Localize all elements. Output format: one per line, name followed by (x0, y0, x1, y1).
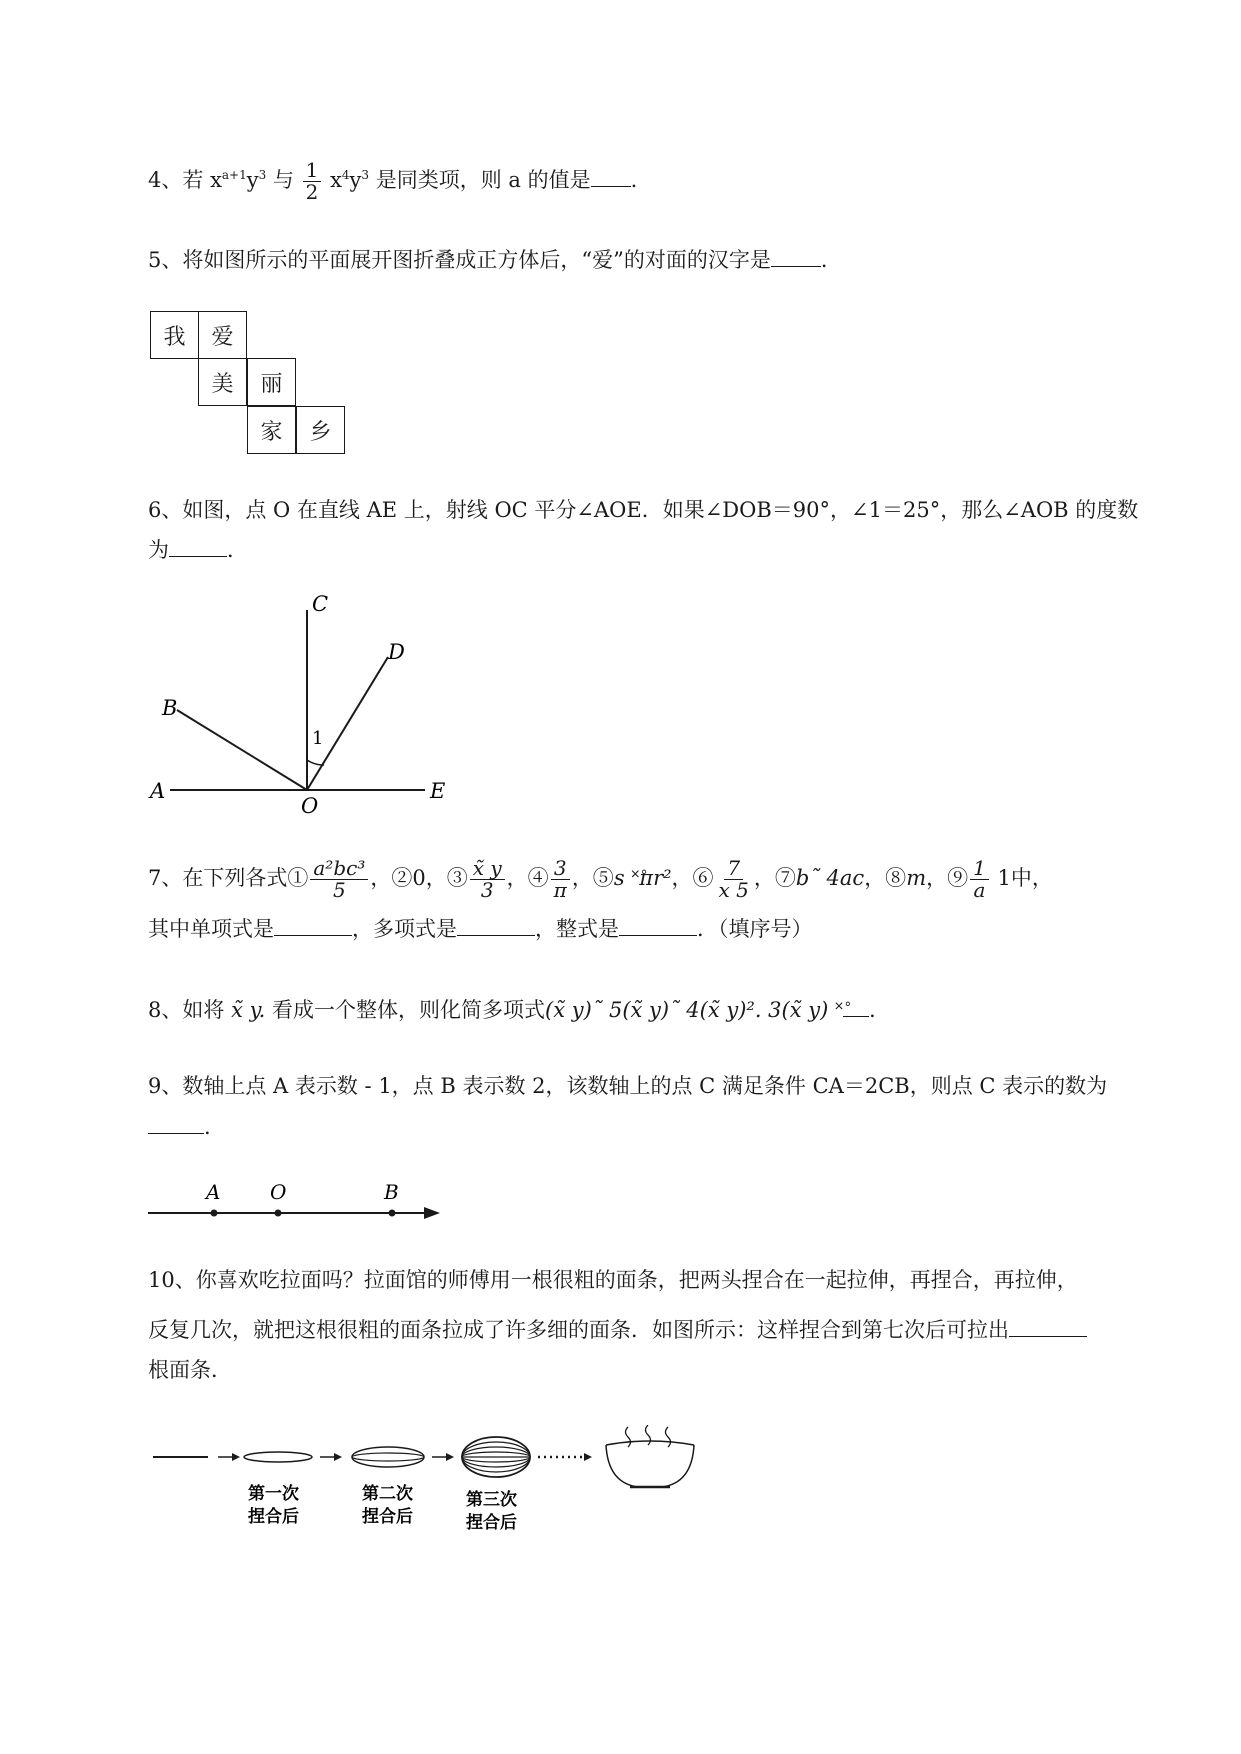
q8-answer-blank[interactable] (843, 998, 869, 1017)
cube-cell-5: 家 (247, 406, 296, 454)
caption-1-line-2: 捏合后 (248, 1507, 299, 1527)
label-o: O (301, 794, 319, 815)
question-5: 5、将如图所示的平面展开图折叠成正方体后，“爱”的对面的汉字是 ． (148, 248, 842, 272)
q8-polynomial: (x̃ y)˜ 5(x̃ y)˜ 4(x̃ y)². 3(x̃ y) ˟̊ (545, 998, 843, 1022)
q10-answer-blank[interactable] (1009, 1318, 1087, 1337)
question-9-line-1: 9、数轴上点 A 表示数 - 1，点 B 表示数 2，该数轴上的点 C 满足条件 CA＝2CB，则点 C 表示的数为 (148, 1074, 1108, 1098)
q8-whole-expr: x̃ y. (231, 998, 266, 1022)
number-line-arrow (424, 1207, 440, 1219)
question-7-line-1: 7、在下列各式① $\frac{\text{a²bc³}}{5}$ ，②0，③ $\frac{x̃ y}{3}$ ，④ $\frac{3}{\pi}$ ，⑤s ˟̊πr²，⑥ $\frac{7}{x 5}$ ，⑦b˜ 4ac，⑧m，⑨ $\frac{1}{a}$ 1中， (148, 856, 1053, 902)
angle-diagram (140, 595, 460, 815)
q7-expr-1: $\frac{\text{a²bc³}}{5}$ (310, 858, 368, 901)
q7-expr-8: m (906, 866, 927, 890)
question-8: 8、如将 x̃ y. 看成一个整体，则化简多项式(x̃ y)˜ 5(x̃ y)˜ 4(x̃ y)². 3(x̃ y) ˟̊ . (148, 998, 876, 1022)
ray-ob (177, 710, 307, 790)
arrow-3-icon (446, 1453, 454, 1461)
noodle-stage-3 (462, 1437, 530, 1477)
caption-1-line-1: 第一次 (248, 1484, 299, 1504)
noodle-diagram (148, 1425, 708, 1550)
noodle-stage-1 (244, 1452, 312, 1462)
cube-cell-1: 我 (150, 311, 199, 359)
question-7-line-2: 其中单项式是 ，多项式是 ，整式是 ．（填序号） (148, 917, 813, 941)
point-a-dot (211, 1210, 218, 1217)
caption-3-line-2: 捏合后 (466, 1513, 517, 1533)
q7-monomial-blank[interactable] (274, 917, 352, 936)
point-b-dot (389, 1210, 396, 1217)
q7-expr-4: $\frac{3}{\pi}$ (551, 858, 570, 901)
caption-2-line-2: 捏合后 (362, 1507, 413, 1527)
label-point-a: A (206, 1180, 221, 1204)
number-line-diagram (140, 1175, 460, 1235)
arrow-2-icon (334, 1453, 342, 1461)
q7-polynomial-blank[interactable] (457, 917, 535, 936)
noodle-bowl-icon (606, 1425, 694, 1487)
label-point-b: B (384, 1180, 399, 1204)
cube-cell-2: 爱 (198, 311, 247, 359)
label-c: C (312, 595, 329, 616)
question-10-line-3: 根面条． (148, 1358, 232, 1382)
q4-fraction: $\frac{1}{2}$ (303, 160, 322, 203)
q7-expr-7: b˜ 4ac (795, 866, 865, 890)
caption-2-line-1: 第二次 (362, 1484, 413, 1504)
cube-cell-4: 丽 (247, 358, 296, 406)
angle-1-arc (307, 760, 324, 765)
question-6-line-1: 6、如图，点 O 在直线 AE 上，射线 OC 平分∠AOE．如果∠DOB＝90°，∠1＝25°，那么∠AOB 的度数 (148, 498, 1139, 522)
q7-integral-blank[interactable] (619, 917, 697, 936)
arrow-1-icon (232, 1453, 240, 1461)
noodle-stage-2 (352, 1447, 424, 1467)
q7-expr-3: $\frac{x̃ y}{3}$ (470, 858, 505, 901)
q4-number: 4、若 (148, 168, 204, 192)
caption-3-line-1: 第三次 (466, 1490, 517, 1510)
question-6-line-2: 为 ． (148, 538, 248, 562)
q9-answer-blank[interactable] (148, 1115, 204, 1134)
label-a: A (150, 779, 166, 803)
label-angle-1: 1 (312, 728, 324, 749)
point-o-dot (275, 1210, 282, 1217)
q7-expr-5: s ˟̊πr² (613, 866, 672, 890)
q6-answer-blank[interactable] (169, 538, 227, 557)
cube-cell-3: 美 (198, 358, 247, 406)
q7-expr-6: $\frac{7}{x 5}$ (718, 856, 749, 902)
q5-text: 5、将如图所示的平面展开图折叠成正方体后，“爱”的对面的汉字是 (148, 248, 771, 272)
question-9-line-2: . (148, 1115, 211, 1140)
arrow-4-icon (584, 1453, 592, 1461)
ray-od (307, 657, 388, 790)
q4-term2: $x^4y^3$ (330, 168, 370, 192)
cube-cell-6: 乡 (296, 406, 345, 454)
q4-answer-blank[interactable] (591, 168, 631, 187)
question-4: 4、若 $x^{a+1}y^3$ 与 $\frac{1}{2}$ $x^4y^3$ 是同类项，则 a 的值是 . (148, 158, 638, 204)
label-e: E (430, 779, 446, 803)
label-b: B (162, 696, 178, 720)
q4-term1: $x^{a+1}y^3$ (210, 168, 267, 192)
question-10-line-1: 10、你喜欢吃拉面吗？拉面馆的师傅用一根很粗的面条，把两头捏合在一起拉伸，再捏合，再拉伸， (148, 1268, 1078, 1292)
question-10-line-2: 反复几次，就把这根很粗的面条拉成了许多细的面条．如图所示：这样捏合到第七次后可拉出 (148, 1318, 1087, 1343)
q4-tail: 是同类项，则 a 的值是 (375, 168, 591, 192)
q7-expr-9: $\frac{1}{a}$ (970, 858, 989, 901)
label-d: D (388, 640, 405, 664)
q5-answer-blank[interactable] (771, 248, 821, 267)
label-point-o: O (270, 1180, 287, 1204)
q4-and: 与 (272, 168, 294, 192)
